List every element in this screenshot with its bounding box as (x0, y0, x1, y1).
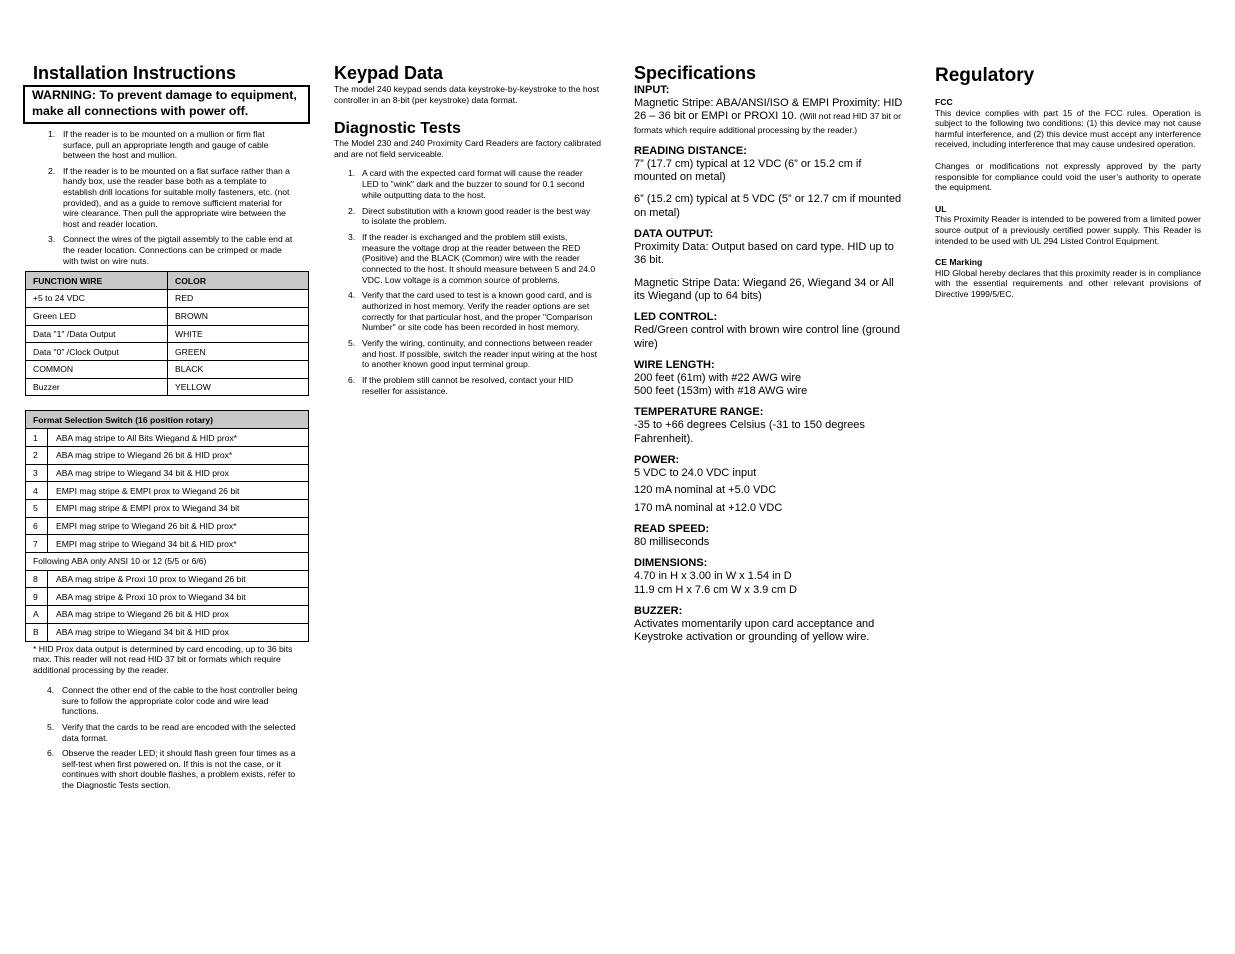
warning-box: WARNING: To prevent damage to equipment, make all connections with power off. (23, 85, 310, 124)
specifications-column (634, 62, 904, 652)
ul-section: UL This Proximity Reader is intended to be powered from a limited power source output of a previously certified power supply. This Reader is intended to be used with UL 294 Listed Control Equipment. (935, 203, 1201, 246)
format-footnote: * HID Prox data output is determined by card encoding, up to 36 bits max. This reader will not read HID 37 bit or formats which require additional processing by the reader. (33, 643, 293, 675)
keypad-text: The model 240 keypad sends data keystroke-by-keystroke to the host controller in an 8-bit (per keystroke) data format. (334, 84, 600, 105)
table-row: 1 ABA mag stripe to All Bits Wiegand & HID prox* (26, 429, 309, 447)
spec-read-speed: READ SPEED: 80 milliseconds (634, 522, 710, 548)
table-row: 7 EMPI mag stripe to Wiegand 34 bit & HID prox* (26, 535, 309, 553)
spec-reading-distance: READING DISTANCE: 7” (17.7 cm) typical at 12 VDC (6” or 15.2 cm if mounted on metal) 6” (15.2 cm) typical at 5 VDC (5” or 12.7 cm if mounted on metal) (634, 144, 902, 219)
table-row: A ABA mag stripe to Wiegand 26 bit & HID prox (26, 606, 309, 624)
spec-power: POWER: 5 VDC to 24.0 VDC input 120 mA nominal at +5.0 VDC 170 mA nominal at +12.0 VDC (634, 454, 783, 514)
list-item: 6. If the problem still cannot be resolved, contact your HID reseller for assistance. (348, 375, 574, 397)
list-item: 5. Verify the wiring, continuity, and connections between reader and host. If possible, switch the reader input wiring at the host to another known good input terminal group. (348, 338, 598, 370)
table-row: Data "0" /Clock Output GREEN (26, 343, 309, 361)
spec-wire-length: WIRE LENGTH: 200 feet (61m) with #22 AWG wire 500 feet (153m) with #18 AWG wire (634, 358, 808, 398)
table-header-cell: Format Selection Switch (16 position rotary) (26, 411, 309, 429)
regulatory-column (935, 62, 1201, 311)
spec-buzzer: BUZZER: Activates momentarily upon card acceptance and Keystroke activation or grounding of yellow wire. (634, 604, 875, 644)
table-row: +5 to 24 VDC RED (26, 290, 309, 308)
table-header-cell: FUNCTION WIRE (26, 272, 168, 290)
table-row: B ABA mag stripe to Wiegand 34 bit & HID prox (26, 623, 309, 641)
regulatory-title: Regulatory (935, 65, 1035, 86)
ce-section: CE Marking HID Global hereby declares that this proximity reader is in compliance with the essential requirements and other relevant provisions of Directive 1999/5/EC. (935, 257, 1201, 299)
list-item: 1. If the reader is to be mounted on a mullion or firm flat surface, pull an appropriate length and gauge of cable between the host and mullion. (48, 129, 269, 161)
table-row: 3 ABA mag stripe to Wiegand 34 bit & HID prox (26, 464, 309, 482)
spec-dimensions: DIMENSIONS: 4.70 in H x 3.00 in W x 1.54 in D 11.9 cm H x 7.6 cm W x 3.9 cm D (634, 557, 797, 596)
table-row: Buzzer YELLOW (26, 378, 309, 396)
keypad-diagnostics-column (334, 62, 602, 402)
table-row: 8 ABA mag stripe & Proxi 10 prox to Wiegand 26 bit (26, 570, 309, 588)
spec-temperature: TEMPERATURE RANGE: -35 to +66 degrees Celsius (-31 to 150 degrees Fahrenheit). (634, 406, 865, 445)
list-item: 3. Connect the wires of the pigtail assembly to the cable end at the reader location. Connections can be crimped or made with twist on wire nuts. (48, 234, 293, 266)
table-header-row (26, 411, 309, 429)
table-row: Data "1" /Data Output WHITE (26, 325, 309, 343)
table-row: COMMON BLACK (26, 360, 309, 378)
table-row: 6 EMPI mag stripe to Wiegand 26 bit & HID prox* (26, 517, 309, 535)
list-item: 3. If the reader is exchanged and the problem still exists, measure the voltage drop at the reader between the RED (Positive) and the BLACK (Common) wire with the reader connected to the host. It should measure between 5 and 24.0 VDC. Low voltage is a common source of problems. (348, 232, 596, 285)
list-item: 2. Direct substitution with a known good reader is the best way to isolate the problem. (348, 205, 591, 227)
spec-data-output: DATA OUTPUT: Proximity Data: Output based on card type. HID up to 36 bit. Magnetic Stripe Data: Wiegand 26, Wiegand 34 or All its Wiegand (up to 64 bits) (634, 228, 894, 302)
table-row: Green LED BROWN (26, 307, 309, 325)
spec-led-control: LED CONTROL: Red/Green control with brown wire control line (ground wire) (634, 311, 900, 350)
diagnostics-title: Diagnostic Tests (334, 120, 461, 138)
wire-color-table (25, 271, 309, 396)
list-item: 6. Observe the reader LED; it should flash green four times as a self-test when first powered on. If this is not the case, or it continues with short double flashes, a problem exists, refer to the Diagnostic Tests section. (47, 748, 296, 791)
installation-steps-list-continued (25, 685, 310, 790)
list-item: 5. Verify that the cards to be read are encoded with the selected data format. (47, 722, 296, 743)
format-selection-table (25, 410, 309, 641)
table-header-row (26, 272, 309, 290)
spec-input: INPUT: Magnetic Stripe: ABA/ANSI/ISO & EMPI Proximity: HID 26 – 36 bit or EMPI or PROXI 10. (Will not read HID 37 bit or formats which require additional processing by the reader.) (634, 84, 903, 135)
list-item: 2. If the reader is to be mounted on a flat surface rather than a handy box, use the reader base both as a template to establish drill locations for suitable molly fasteners, etc. (not provided), and as a guide to remove sufficient material for wire clearance. Then pull the appropriate wire between the host and reader location. (48, 165, 290, 229)
table-row: 9 ABA mag stripe & Proxi 10 prox to Wiegand 34 bit (26, 588, 309, 606)
installation-column (25, 62, 310, 796)
list-item: 1. A card with the expected card format will cause the reader LED to "wink" dark and the buzzer to sound for 0.1 second while outputting data to the host. (348, 168, 585, 200)
installation-title: Installation Instructions (33, 63, 237, 83)
diagnostics-intro: The Model 230 and 240 Proximity Card Readers are factory calibrated and are not field serviceable. (334, 138, 602, 159)
diagnostics-steps-list (334, 168, 602, 396)
table-row: 5 EMPI mag stripe & EMPI prox to Wiegand 34 bit (26, 500, 309, 518)
list-item: 4. Verify that the card used to test is a known good card, and is authorized in host memory. Verify the reader options are set correctly for that particular host, and the proper "Comparison Number" or site code has been recorded in host memory. (348, 290, 593, 333)
installation-steps-list (25, 129, 310, 266)
list-item: 4. Connect the other end of the cable to the host controller being sure to follow the appropriate color code and wire lead functions. (47, 685, 298, 717)
table-row: 4 EMPI mag stripe & EMPI prox to Wiegand 26 bit (26, 482, 309, 500)
specifications-title: Specifications (634, 63, 757, 83)
table-header-cell: COLOR (168, 272, 309, 290)
table-row: 2 ABA mag stripe to Wiegand 26 bit & HID prox* (26, 446, 309, 464)
table-subheader-row: Following ABA only ANSI 10 or 12 (5/5 or 6/6) (26, 553, 309, 571)
fcc-section: FCC This device complies with part 15 of the FCC rules. Operation is subject to the following two conditions: (1) this device may not cause harmful interference, and (2) this device must accept any interference received, including interference that may cause undesired operation. Changes or modifications not expressly approved by the party responsible for compliance could void the user’s authority to operate the equipment. (935, 97, 1201, 193)
keypad-title: Keypad Data (334, 63, 444, 83)
